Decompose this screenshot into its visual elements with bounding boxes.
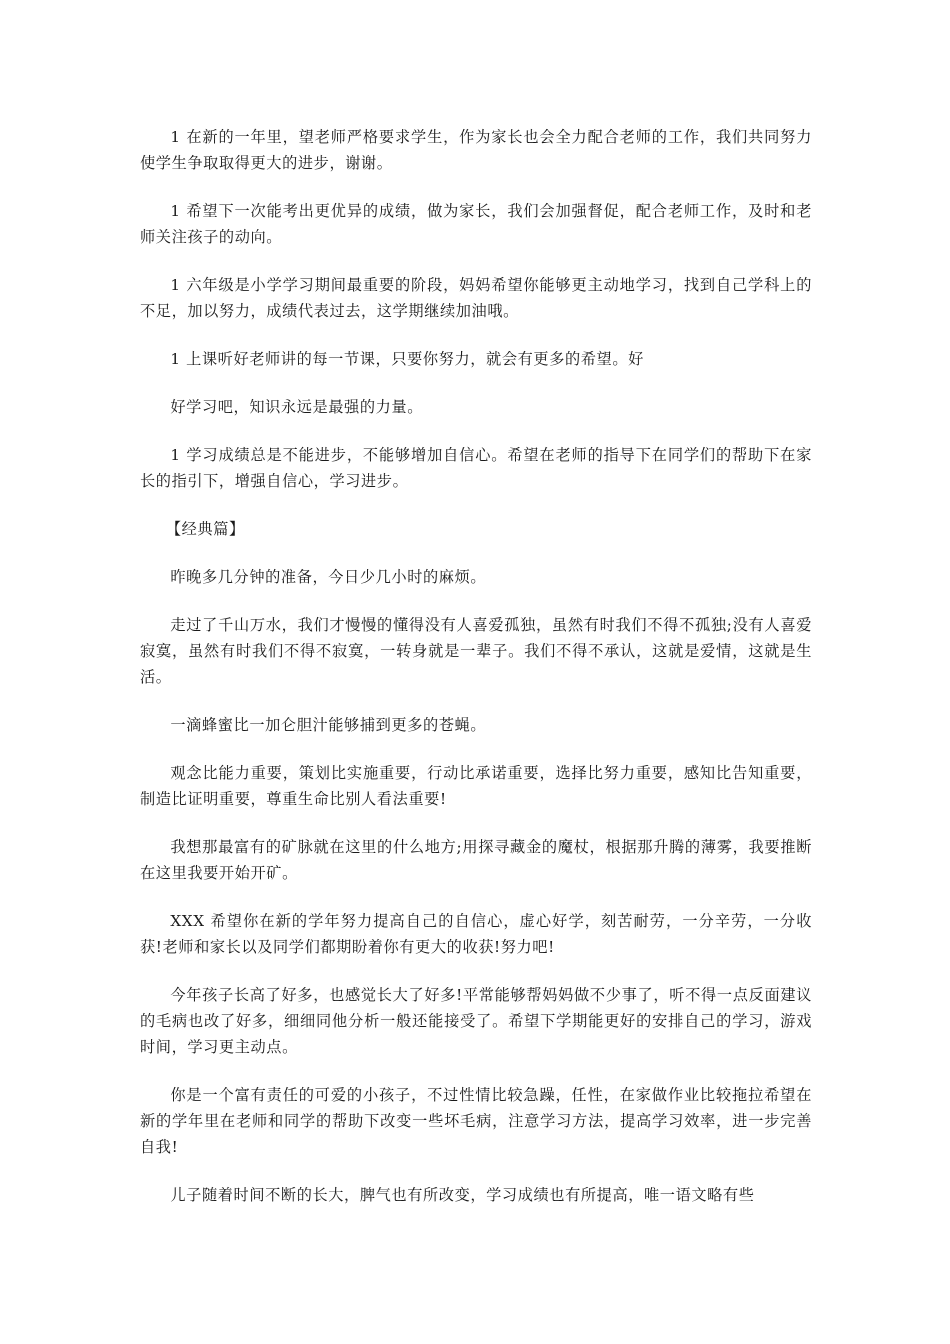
paragraph: 1 学习成绩总是不能进步，不能够增加自信心。希望在老师的指导下在同学们的帮助下在家长的指引下，增强自信心，学习进步。 [140,446,812,490]
paragraph: 儿子随着时间不断的长大，脾气也有所改变，学习成绩也有所提高，唯一语文略有些 [170,1186,755,1204]
paragraph: 走过了千山万水，我们才慢慢的懂得没有人喜爱孤独，虽然有时我们不得不孤独;没有人喜爱寂寞，虽然有时我们不得不寂寞，一转身就是一辈子。我们不得不承认，这就是爱情，这就是生活。 [140,616,812,686]
paragraph: 一滴蜂蜜比一加仑胆汁能够捕到更多的苍蝇。 [170,716,487,734]
paragraph: 我想那最富有的矿脉就在这里的什么地方;用探寻藏金的魔杖，根据那升腾的薄雾，我要推断在这里我要开始开矿。 [140,838,812,882]
paragraph: 昨晚多几分钟的准备，今日少几小时的麻烦。 [170,568,487,586]
paragraph: 观念比能力重要，策划比实施重要，行动比承诺重要，选择比努力重要，感知比告知重要，制造比证明重要，尊重生命比别人看法重要! [140,764,812,808]
document-body [140,124,812,1230]
paragraph: 今年孩子长高了好多，也感觉长大了好多!平常能够帮妈妈做不少事了，听不得一点反面建议的毛病也改了好多，细细同他分析一般还能接受了。希望下学期能更好的安排自己的学习，游戏时间，学习更主动点。 [140,986,812,1056]
paragraph: 1 上课听好老师讲的每一节课，只要你努力，就会有更多的希望。好 [170,350,644,368]
paragraph: 1 在新的一年里，望老师严格要求学生，作为家长也会全力配合老师的工作，我们共同努力使学生争取取得更大的进步，谢谢。 [140,128,812,172]
paragraph: 1 六年级是小学学习期间最重要的阶段，妈妈希望你能够更主动地学习，找到自己学科上的不足，加以努力，成绩代表过去，这学期继续加油哦。 [140,276,812,320]
section-heading: 【经典篇】 [165,520,245,538]
paragraph: 1 希望下一次能考出更优异的成绩，做为家长，我们会加强督促，配合老师工作，及时和老师关注孩子的动向。 [140,202,812,246]
paragraph: 你是一个富有责任的可爱的小孩子，不过性情比较急躁，任性，在家做作业比较拖拉希望在新的学年里在老师和同学的帮助下改变一些坏毛病，注意学习方法，提高学习效率，进一步完善自我! [140,1086,812,1156]
paragraph: 好学习吧，知识永远是最强的力量。 [170,398,423,416]
paragraph: XXX 希望你在新的学年努力提高自己的自信心，虚心好学，刻苦耐劳，一分辛劳，一分收获!老师和家长以及同学们都期盼着你有更大的收获!努力吧! [140,912,812,956]
